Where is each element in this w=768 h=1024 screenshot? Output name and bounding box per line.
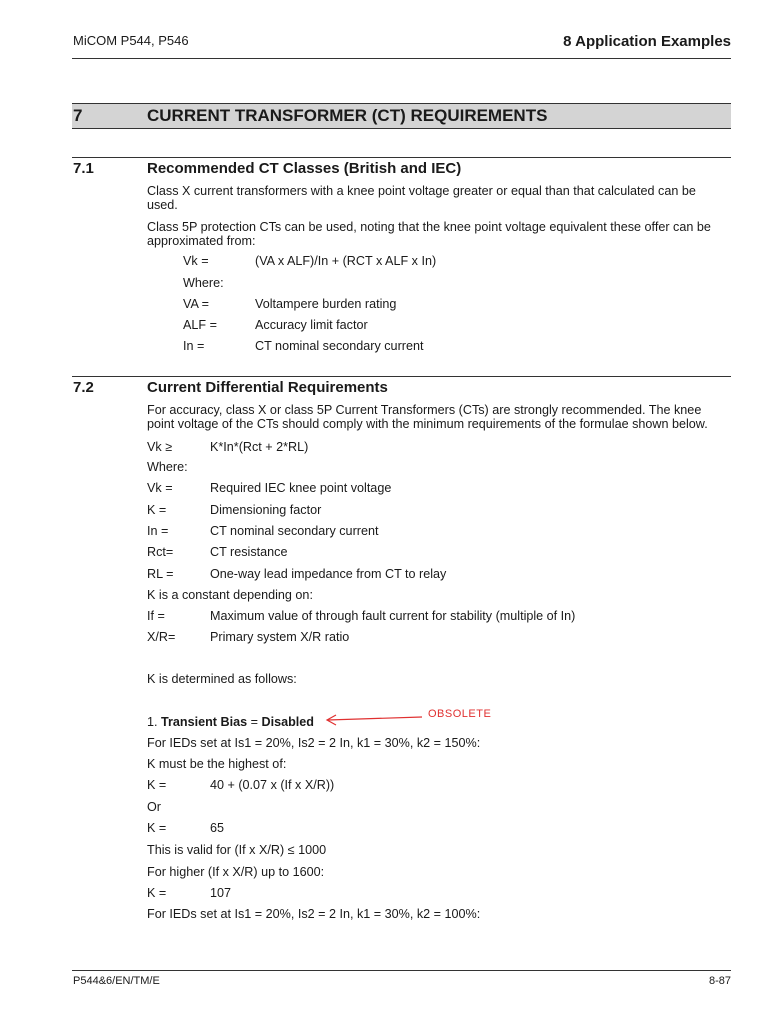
section-7-1-para-2: Class 5P protection CTs can be used, noting that the knee point voltage equivalent these offer can be approximated from: [147, 220, 711, 248]
formula-value: CT resistance [210, 545, 288, 559]
formula-key: VA = [183, 297, 210, 311]
formula-key: Vk = [183, 254, 209, 268]
section-7-2-rule [72, 376, 731, 377]
formula-value: Required IEC knee point voltage [210, 481, 392, 495]
item-1-transient-bias [147, 715, 314, 729]
formula-value: 107 [210, 886, 232, 900]
chapter-title: CURRENT TRANSFORMER (CT) REQUIREMENTS [147, 106, 548, 125]
formula-value: CT nominal secondary current [255, 339, 424, 353]
formula-value: CT nominal secondary current [210, 524, 379, 538]
footer-rule [72, 970, 731, 971]
formula-key: K is a constant depending on: [147, 588, 313, 602]
section-7-2-para-1: For accuracy, class X or class 5P Current Transformers (CTs) are strongly recommended. The knee point voltage of the CTs should comply with the minimum requirements of the formulae shown below. [147, 403, 708, 431]
formula-key: K = [147, 821, 167, 835]
formula-value: One-way lead impedance from CT to relay [210, 567, 447, 581]
red-arrow-annotation [322, 708, 432, 730]
formula-value: 40 + (0.07 x (If x X/R)) [210, 778, 335, 792]
formula-value: K*In*(Rct + 2*RL) [210, 440, 309, 454]
section-7-1-title: Recommended CT Classes (British and IEC) [147, 160, 462, 177]
section-7-2-number: 7.2 [73, 379, 94, 396]
formula-key: Vk = [147, 481, 173, 495]
formula-key: K must be the highest of: [147, 757, 287, 771]
formula-key: K = [147, 886, 167, 900]
item-1-prefix: 1. [147, 715, 162, 729]
formula-key: Where: [147, 460, 188, 474]
formula-key: For IEDs set at Is1 = 20%, Is2 = 2 In, k1 = 30%, k2 = 100%: [147, 907, 481, 921]
header-product: MiCOM P544, P546 [73, 33, 189, 48]
formula-key: This is valid for (If x X/R) ≤ 1000 [147, 843, 327, 857]
header-rule [72, 58, 731, 59]
formula-key: ALF = [183, 318, 217, 332]
formula-value: Dimensioning factor [210, 503, 322, 517]
section-7-2-title: Current Differential Requirements [147, 379, 388, 396]
formula-key: For IEDs set at Is1 = 20%, Is2 = 2 In, k1 = 30%, k2 = 150%: [147, 736, 481, 750]
formula-value: Maximum value of through fault current for stability (multiple of In) [210, 609, 576, 623]
formula-key: Vk ≥ [147, 440, 173, 454]
formula-key: Where: [183, 276, 224, 290]
formula-key: Or [147, 800, 161, 814]
item-1-equals: = [247, 715, 262, 729]
chapter-number: 7 [73, 106, 83, 125]
formula-key: K = [147, 778, 167, 792]
formula-value: Voltampere burden rating [255, 297, 397, 311]
formula-value: Accuracy limit factor [255, 318, 368, 332]
section-7-1-rule [72, 157, 731, 158]
formula-value: (VA x ALF)/In + (RCT x ALF x In) [255, 254, 437, 268]
item-1-bold-value: Disabled [261, 715, 314, 729]
footer-doc-id: P544&6/EN/TM/E [73, 975, 160, 987]
footer-page-number: 8-87 [708, 975, 731, 987]
k-determined-text: K is determined as follows: [147, 672, 297, 686]
section-7-1-number: 7.1 [73, 160, 94, 177]
formula-key: K = [147, 503, 167, 517]
formula-key: If = [147, 609, 165, 623]
section-7-1-para-1: Class X current transformers with a knee point voltage greater or equal than that calculated can be used. [147, 184, 696, 212]
header-chapter: 8 Application Examples [563, 33, 731, 50]
formula-key: Rct= [147, 545, 174, 559]
formula-key: In = [147, 524, 169, 538]
formula-key: RL = [147, 567, 174, 581]
formula-key: In = [183, 339, 205, 353]
obsolete-annotation: OBSOLETE [428, 708, 492, 720]
formula-value: Primary system X/R ratio [210, 630, 350, 644]
formula-value: 65 [210, 821, 225, 835]
item-1-bold-term: Transient Bias [161, 715, 248, 729]
formula-key: X/R= [147, 630, 176, 644]
formula-key: For higher (If x X/R) up to 1600: [147, 865, 325, 879]
